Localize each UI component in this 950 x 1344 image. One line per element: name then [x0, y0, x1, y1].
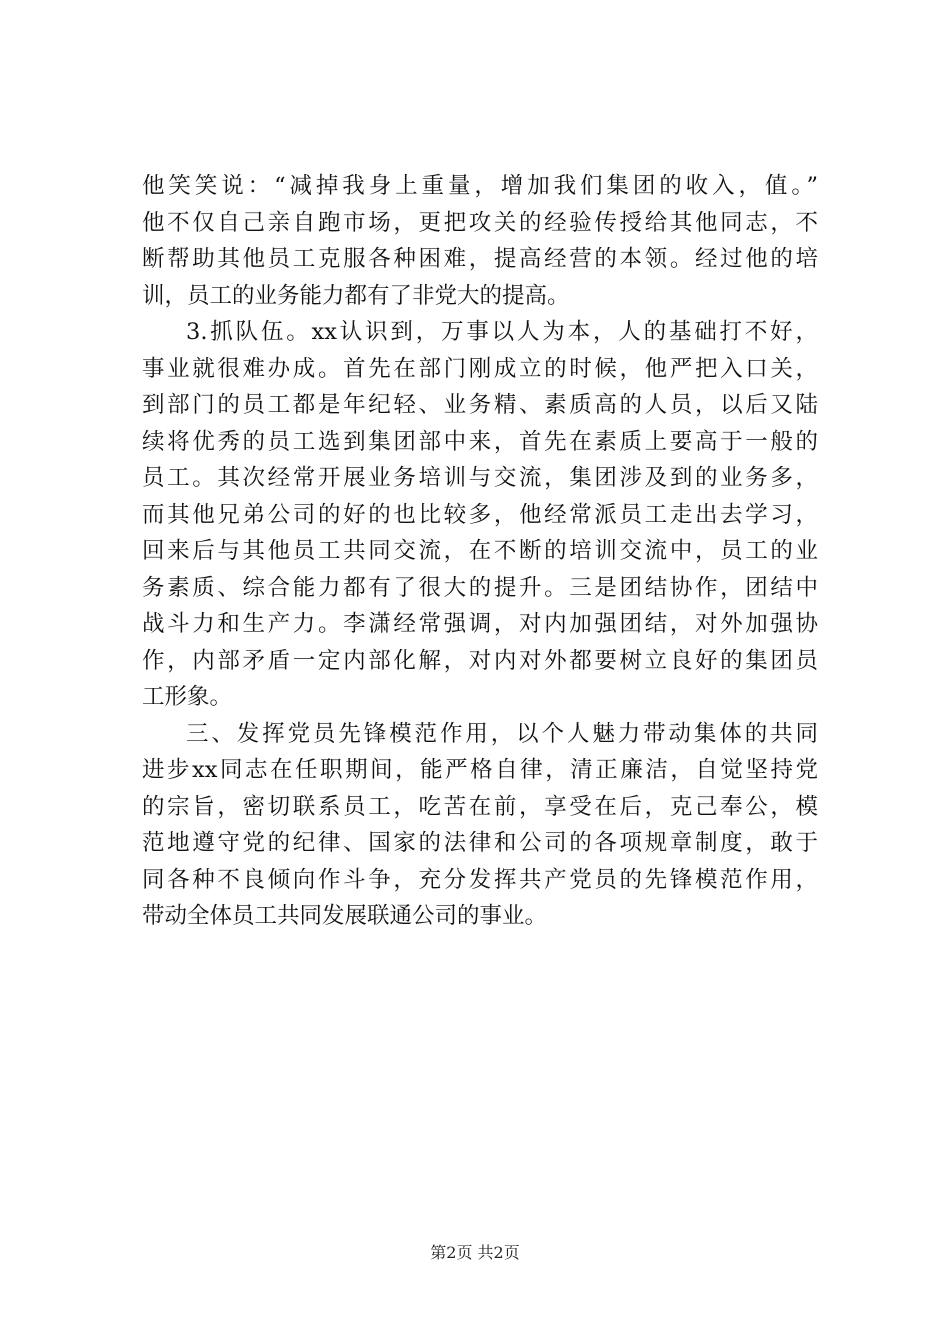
text-line: 务素质、综合能力都有了很大的提升。三是团结协作，团结中	[142, 574, 818, 601]
text-line: 工形象。	[142, 684, 233, 710]
text-line: 同各种不良倾向作斗争，充分发挥共产党员的先锋模范作用，	[142, 866, 818, 893]
text-line: 带动全体员工共同发展联通公司的事业。	[142, 903, 548, 929]
text-line: 3.抓队伍。xx认识到，万事以人为本，人的基础打不好，	[186, 319, 818, 345]
text-line: 事业就很难办成。首先在部门刚成立的时候，他严把入口关，	[142, 355, 818, 382]
text-line: 到部门的员工都是年纪轻、业务精、素质高的人员，以后又陆	[142, 392, 818, 418]
text-line: 作，内部矛盾一定内部化解，对内对外都要树立良好的集团员	[142, 647, 818, 674]
body-text	[142, 168, 818, 935]
text-line: 而其他兄弟公司的好的也比较多，他经常派员工走出去学习，	[142, 501, 818, 528]
text-line: 战斗力和生产力。李潇经常强调，对内加强团结，对外加强协	[142, 611, 818, 637]
text-line: 三、发挥党员先锋模范作用，以个人魅力带动集体的共同	[186, 720, 818, 747]
text-line: 范地遵守党的纪律、国家的法律和公司的各项规章制度，敢于	[142, 830, 818, 856]
text-line: 他不仅自己亲自跑市场，更把攻关的经验传授给其他同志，不	[142, 209, 818, 236]
text-line: 断帮助其他员工克服各种困难，提高经营的本领。经过他的培	[142, 246, 818, 272]
text-line: 他笑笑说：“减掉我身上重量，增加我们集团的收入，值。”	[142, 173, 818, 199]
text-line: 训，员工的业务能力都有了非党大的提高。	[142, 282, 570, 309]
page-footer: 第2页 共2页	[430, 1243, 520, 1262]
text-line: 续将优秀的员工选到集团部中来，首先在素质上要高于一般的	[142, 428, 818, 455]
text-line: 的宗旨，密切联系员工，吃苦在前，享受在后，克己奉公，模	[142, 793, 818, 820]
text-line: 员工。其次经常开展业务培训与交流，集团涉及到的业务多，	[142, 465, 818, 491]
text-line: 回来后与其他员工共同交流，在不断的培训交流中，员工的业	[142, 538, 818, 564]
text-line: 进步xx同志在任职期间，能严格自律，清正廉洁，自觉坚持党	[142, 757, 818, 783]
